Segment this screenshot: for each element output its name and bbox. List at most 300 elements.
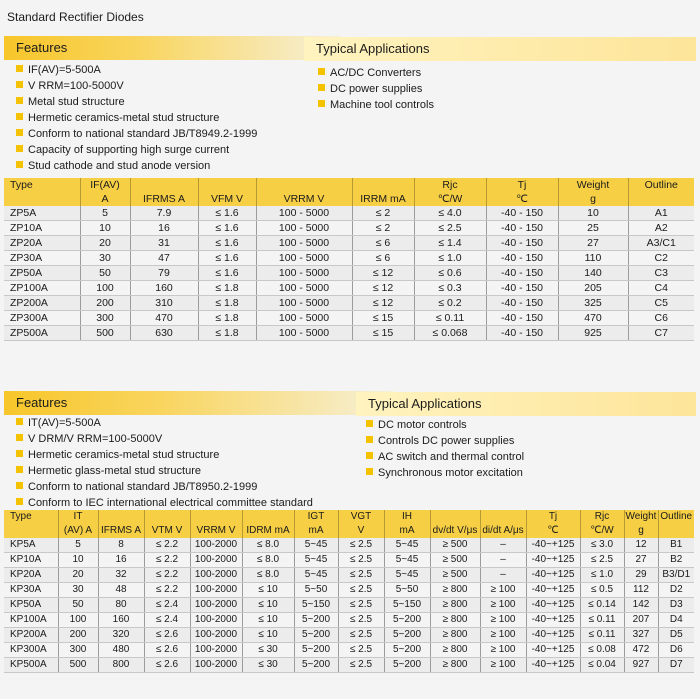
table-cell: D5 <box>658 628 694 643</box>
table-cell: 5~150 <box>294 598 338 613</box>
column-header <box>4 524 58 538</box>
table-cell: 7.9 <box>130 206 198 221</box>
table-cell: ≤ 2.4 <box>144 613 190 628</box>
table-cell: ≤ 0.5 <box>580 583 624 598</box>
column-header: Rjc <box>414 178 486 192</box>
bullet-square-icon <box>16 145 23 152</box>
applications-header-2 <box>356 392 696 416</box>
bullet-square-icon <box>366 436 373 443</box>
table-cell: -40~+125 <box>526 598 580 613</box>
table-cell: KP10A <box>4 553 58 568</box>
table-cell: ≤ 0.11 <box>580 628 624 643</box>
table-cell: ≥ 500 <box>430 538 480 553</box>
table-cell: 10 <box>558 206 628 221</box>
table-cell: 100-2000 <box>190 568 242 583</box>
table-cell: 100 - 5000 <box>256 221 352 236</box>
column-header: Type <box>10 511 32 522</box>
table-cell: B3/D1 <box>658 568 694 583</box>
table-cell: ZP50A <box>4 266 80 281</box>
table-cell: 142 <box>624 598 658 613</box>
application-text: DC motor controls <box>378 419 467 431</box>
table-cell: ≥ 100 <box>480 583 526 598</box>
table-cell: C6 <box>628 311 694 326</box>
table-cell: ≤ 2.6 <box>144 643 190 658</box>
table-cell: 100 - 5000 <box>256 206 352 221</box>
table-cell: ≤ 2.5 <box>338 628 384 643</box>
table-cell: 100-2000 <box>190 613 242 628</box>
features-header-1 <box>4 36 340 60</box>
table-cell: ≥ 800 <box>430 613 480 628</box>
table-cell: -40 - 150 <box>486 251 558 266</box>
table-cell: 325 <box>558 296 628 311</box>
table-cell: 5 <box>58 538 98 553</box>
table-cell: ≤ 8.0 <box>242 538 294 553</box>
table-row <box>4 538 694 553</box>
table-cell: 205 <box>558 281 628 296</box>
table-cell: 31 <box>130 236 198 251</box>
table-cell: 5~200 <box>294 658 338 673</box>
column-header: ℃/W <box>580 524 624 538</box>
table-cell: ≤ 6 <box>352 236 414 251</box>
table-cell: ≤ 2.2 <box>144 553 190 568</box>
table-cell: 100-2000 <box>190 628 242 643</box>
table-cell: ≤ 12 <box>352 266 414 281</box>
table-cell: 5~45 <box>384 568 430 583</box>
bullet-square-icon <box>16 65 23 72</box>
bullet-square-icon <box>16 113 23 120</box>
table-cell: ≤ 8.0 <box>242 553 294 568</box>
table-cell: 500 <box>80 326 130 341</box>
column-header: IGT <box>294 510 338 524</box>
bullet-square-icon <box>318 100 325 107</box>
table-cell: 5~200 <box>384 643 430 658</box>
table-cell: ≤ 0.6 <box>414 266 486 281</box>
feature-item <box>16 94 257 110</box>
table-cell: 47 <box>130 251 198 266</box>
table-cell: 100 - 5000 <box>256 266 352 281</box>
table-cell: ≤ 1.8 <box>198 281 256 296</box>
features-title-1: Features <box>16 40 68 55</box>
column-header: ℃ <box>526 524 580 538</box>
table-cell: ≤ 15 <box>352 311 414 326</box>
table-cell: B1 <box>658 538 694 553</box>
table-cell: A2 <box>628 221 694 236</box>
bullet-square-icon <box>318 68 325 75</box>
feature-text: Capacity of supporting high surge current <box>28 144 230 156</box>
features-list-1 <box>16 62 257 174</box>
table-row <box>4 266 694 281</box>
table-cell: ≤ 1.6 <box>198 251 256 266</box>
table-cell: ≤ 2.4 <box>144 598 190 613</box>
bullet-square-icon <box>16 418 23 425</box>
table-cell: 480 <box>98 643 144 658</box>
application-item <box>366 417 524 433</box>
table-cell: -40 - 150 <box>486 266 558 281</box>
column-header: di/dt A/μs <box>480 524 526 538</box>
table-cell: -40 - 150 <box>486 221 558 236</box>
table-cell: 5~150 <box>384 598 430 613</box>
table-cell: – <box>480 538 526 553</box>
table-cell: -40~+125 <box>526 628 580 643</box>
table-cell: -40 - 150 <box>486 296 558 311</box>
table-cell: ≥ 500 <box>430 553 480 568</box>
table-cell: ≥ 100 <box>480 643 526 658</box>
table-cell: 27 <box>558 236 628 251</box>
feature-item <box>16 431 313 447</box>
table-cell: 8 <box>98 538 144 553</box>
table-row <box>4 583 694 598</box>
table-cell: ≤ 8.0 <box>242 568 294 583</box>
feature-text: Conform to national standard JB/T8949.2-1999 <box>28 128 258 140</box>
table-cell: 5~200 <box>294 628 338 643</box>
table-cell: ZP300A <box>4 311 80 326</box>
column-header: A <box>80 192 130 206</box>
application-text: AC switch and thermal control <box>378 451 525 463</box>
bullet-square-icon <box>318 84 325 91</box>
feature-text: Stud cathode and stud anode version <box>28 160 211 172</box>
table-cell: 100 - 5000 <box>256 326 352 341</box>
table-cell: ≤ 2.5 <box>414 221 486 236</box>
table-cell: KP100A <box>4 613 58 628</box>
table-row <box>4 296 694 311</box>
table-cell: ≥ 800 <box>430 628 480 643</box>
table-cell: ≤ 3.0 <box>580 538 624 553</box>
application-item <box>366 465 524 481</box>
application-item <box>318 81 434 97</box>
thyristor-table <box>4 510 694 673</box>
applications-title-2: Typical Applications <box>368 396 482 411</box>
table-cell: -40~+125 <box>526 538 580 553</box>
application-text: Synchronous motor excitation <box>378 467 523 479</box>
table-cell: 100 - 5000 <box>256 251 352 266</box>
table-cell: ≥ 100 <box>480 658 526 673</box>
table-cell: KP20A <box>4 568 58 583</box>
table-cell: 48 <box>98 583 144 598</box>
application-item <box>366 433 524 449</box>
table-cell: ≤ 12 <box>352 281 414 296</box>
table-cell: ≤ 2.2 <box>144 568 190 583</box>
feature-item <box>16 447 313 463</box>
feature-item <box>16 495 313 511</box>
bullet-square-icon <box>366 452 373 459</box>
feature-item <box>16 415 313 431</box>
header-row <box>4 178 694 192</box>
table-cell: KP30A <box>4 583 58 598</box>
table-cell: 16 <box>130 221 198 236</box>
table-cell: ≤ 2 <box>352 221 414 236</box>
column-header: Tj <box>526 510 580 524</box>
table-cell: C7 <box>628 326 694 341</box>
table-cell: 5~200 <box>294 643 338 658</box>
feature-text: V DRM/V RRM=100-5000V <box>28 433 163 445</box>
table-cell: ≥ 100 <box>480 613 526 628</box>
table-cell: ≤ 10 <box>242 613 294 628</box>
table-cell: KP50A <box>4 598 58 613</box>
table-cell: 50 <box>80 266 130 281</box>
table-cell: -40~+125 <box>526 583 580 598</box>
table-row <box>4 281 694 296</box>
table-cell: ≤ 2.5 <box>338 583 384 598</box>
column-header: IT <box>58 510 98 524</box>
feature-text: Hermetic glass-metal stud structure <box>28 465 201 477</box>
table-cell: D3 <box>658 598 694 613</box>
table-cell: KP500A <box>4 658 58 673</box>
table-cell: ≤ 0.11 <box>580 613 624 628</box>
table-cell: ≤ 2.5 <box>338 613 384 628</box>
table-cell: 300 <box>80 311 130 326</box>
table-cell: ≤ 6 <box>352 251 414 266</box>
applications-title-1: Typical Applications <box>316 41 430 56</box>
table-cell: 925 <box>558 326 628 341</box>
table-cell: 27 <box>624 553 658 568</box>
feature-item <box>16 62 257 78</box>
table-cell: 5 <box>80 206 130 221</box>
table-cell: 200 <box>80 296 130 311</box>
application-text: DC power supplies <box>330 83 423 95</box>
feature-item <box>16 126 257 142</box>
table-cell: -40~+125 <box>526 568 580 583</box>
table-row <box>4 613 694 628</box>
table-cell: ZP100A <box>4 281 80 296</box>
table-cell: 32 <box>98 568 144 583</box>
column-header: VTM V <box>144 524 190 538</box>
feature-text: Hermetic ceramics-metal stud structure <box>28 449 220 461</box>
table-cell: 160 <box>98 613 144 628</box>
table-cell: ≥ 500 <box>430 568 480 583</box>
feature-text: Metal stud structure <box>28 96 125 108</box>
table-cell: ≤ 2.5 <box>338 568 384 583</box>
table-cell: 79 <box>130 266 198 281</box>
column-header: Weight <box>558 178 628 192</box>
table-row <box>4 251 694 266</box>
table-cell: 630 <box>130 326 198 341</box>
table-row <box>4 553 694 568</box>
column-header: g <box>558 192 628 206</box>
table-cell: 320 <box>98 628 144 643</box>
table-cell: ≤ 10 <box>242 628 294 643</box>
bullet-square-icon <box>16 434 23 441</box>
feature-item <box>16 142 257 158</box>
table-cell: ≤ 0.2 <box>414 296 486 311</box>
feature-text: Conform to IEC international electrical committee standard <box>28 497 313 509</box>
table-row <box>4 311 694 326</box>
table-cell: KP5A <box>4 538 58 553</box>
table-cell: 100-2000 <box>190 538 242 553</box>
feature-item <box>16 110 257 126</box>
applications-list-2 <box>366 417 524 481</box>
table-cell: 5~50 <box>294 583 338 598</box>
table-cell: -40 - 150 <box>486 326 558 341</box>
table-cell: ≤ 12 <box>352 296 414 311</box>
feature-item <box>16 158 257 174</box>
page-title: Standard Rectifier Diodes <box>7 10 144 24</box>
column-header: VGT <box>338 510 384 524</box>
table-cell: 5~200 <box>384 613 430 628</box>
table-cell: ≤ 2.5 <box>338 658 384 673</box>
table-cell: ≤ 2.5 <box>338 598 384 613</box>
table-cell: 80 <box>98 598 144 613</box>
feature-text: Hermetic ceramics-metal stud structure <box>28 112 220 124</box>
table-cell: 470 <box>130 311 198 326</box>
column-header <box>198 178 256 192</box>
table-cell: 100 - 5000 <box>256 296 352 311</box>
column-header: Outline <box>658 510 694 524</box>
column-header: VRRM V <box>256 192 352 206</box>
table-row <box>4 326 694 341</box>
column-header: IDRM mA <box>242 524 294 538</box>
table-cell: -40 - 150 <box>486 281 558 296</box>
table-cell: 300 <box>58 643 98 658</box>
table-cell: ZP10A <box>4 221 80 236</box>
bullet-square-icon <box>16 498 23 505</box>
column-header <box>144 510 190 524</box>
table-cell: D2 <box>658 583 694 598</box>
table-cell: ≤ 10 <box>242 583 294 598</box>
application-text: AC/DC Converters <box>330 67 422 79</box>
application-item <box>318 65 434 81</box>
table-cell: 100-2000 <box>190 598 242 613</box>
table-cell: C4 <box>628 281 694 296</box>
features-title-2: Features <box>16 395 68 410</box>
table-cell: C3 <box>628 266 694 281</box>
table-cell: 927 <box>624 658 658 673</box>
table-cell: 20 <box>80 236 130 251</box>
bullet-square-icon <box>16 482 23 489</box>
column-header: Weight <box>625 511 657 522</box>
applications-header-1 <box>304 37 696 61</box>
table-cell: D6 <box>658 643 694 658</box>
bullet-square-icon <box>16 466 23 473</box>
table-cell: 100-2000 <box>190 658 242 673</box>
table-cell: 5~200 <box>384 658 430 673</box>
table-cell: 100-2000 <box>190 643 242 658</box>
table-cell: 20 <box>58 568 98 583</box>
table-cell: ≤ 2.6 <box>144 658 190 673</box>
column-header: Type <box>10 179 33 191</box>
column-header: Outline <box>628 178 694 192</box>
table-cell: 5~200 <box>294 613 338 628</box>
table-cell: 207 <box>624 613 658 628</box>
header-row <box>4 510 694 524</box>
feature-item <box>16 78 257 94</box>
table-cell: ≤ 1.0 <box>580 568 624 583</box>
feature-item <box>16 479 313 495</box>
table-cell: D4 <box>658 613 694 628</box>
table-cell: ≤ 0.14 <box>580 598 624 613</box>
table-cell: ≤ 2.5 <box>338 553 384 568</box>
table-cell: 100-2000 <box>190 553 242 568</box>
header-row <box>4 192 694 206</box>
table-cell: ≤ 1.8 <box>198 311 256 326</box>
column-header: dv/dt V/μs <box>430 524 480 538</box>
column-header <box>658 524 694 538</box>
table-cell: B2 <box>658 553 694 568</box>
column-header: (AV) A <box>58 524 98 538</box>
rectifier-diode-table <box>4 178 694 341</box>
column-header: IF(AV) <box>80 178 130 192</box>
table-cell: -40~+125 <box>526 658 580 673</box>
table-cell: ≤ 30 <box>242 643 294 658</box>
table-cell: 10 <box>80 221 130 236</box>
table-cell: ≤ 0.04 <box>580 658 624 673</box>
table-cell: 310 <box>130 296 198 311</box>
application-text: Controls DC power supplies <box>378 435 515 447</box>
table-row <box>4 658 694 673</box>
table-cell: 5~45 <box>294 568 338 583</box>
table-cell: A1 <box>628 206 694 221</box>
table-cell: 800 <box>98 658 144 673</box>
bullet-square-icon <box>16 161 23 168</box>
bullet-square-icon <box>16 450 23 457</box>
column-header <box>480 510 526 524</box>
table-cell: ≥ 800 <box>430 598 480 613</box>
table-cell: 12 <box>624 538 658 553</box>
table-cell: 472 <box>624 643 658 658</box>
table-cell: KP200A <box>4 628 58 643</box>
column-header <box>98 510 144 524</box>
table-cell: 5~45 <box>384 538 430 553</box>
table-cell: ≤ 1.6 <box>198 206 256 221</box>
features-list-2 <box>16 415 313 511</box>
column-header <box>4 192 80 206</box>
bullet-square-icon <box>16 129 23 136</box>
table-cell: D7 <box>658 658 694 673</box>
feature-text: IF(AV)=5-500A <box>28 64 101 76</box>
table-cell: -40~+125 <box>526 553 580 568</box>
table-cell: 327 <box>624 628 658 643</box>
column-header: IH <box>384 510 430 524</box>
table-cell: ≤ 1.8 <box>198 326 256 341</box>
table-cell: 100 - 5000 <box>256 236 352 251</box>
table-cell: 30 <box>80 251 130 266</box>
column-header: Tj <box>486 178 558 192</box>
table-cell: 5~45 <box>384 553 430 568</box>
column-header <box>130 178 198 192</box>
feature-text: Conform to national standard JB/T8950.2-1999 <box>28 481 258 493</box>
table-cell: -40~+125 <box>526 613 580 628</box>
table-cell: ≤ 0.068 <box>414 326 486 341</box>
table-cell: ≤ 2.5 <box>338 643 384 658</box>
column-header: mA <box>384 524 430 538</box>
application-item <box>318 97 434 113</box>
column-header: VRRM V <box>190 524 242 538</box>
column-header <box>242 510 294 524</box>
table-cell: 200 <box>58 628 98 643</box>
table-cell: 29 <box>624 568 658 583</box>
table-cell: C5 <box>628 296 694 311</box>
application-text: Machine tool controls <box>330 99 434 111</box>
table-cell: C2 <box>628 251 694 266</box>
table-cell: 100 - 5000 <box>256 311 352 326</box>
table-cell: 100 <box>80 281 130 296</box>
table-row <box>4 628 694 643</box>
table-cell: ≥ 800 <box>430 658 480 673</box>
table-cell: ≤ 15 <box>352 326 414 341</box>
table-cell: ≤ 2.2 <box>144 583 190 598</box>
table-cell: ZP5A <box>4 206 80 221</box>
feature-item <box>16 463 313 479</box>
column-header: VFM V <box>198 192 256 206</box>
table-row <box>4 643 694 658</box>
table-cell: 25 <box>558 221 628 236</box>
table-cell: ZP200A <box>4 296 80 311</box>
table-cell: ≥ 100 <box>480 628 526 643</box>
table-cell: 160 <box>130 281 198 296</box>
table-cell: 5~50 <box>384 583 430 598</box>
table-cell: ≤ 1.8 <box>198 296 256 311</box>
table-cell: 500 <box>58 658 98 673</box>
column-header <box>190 510 242 524</box>
